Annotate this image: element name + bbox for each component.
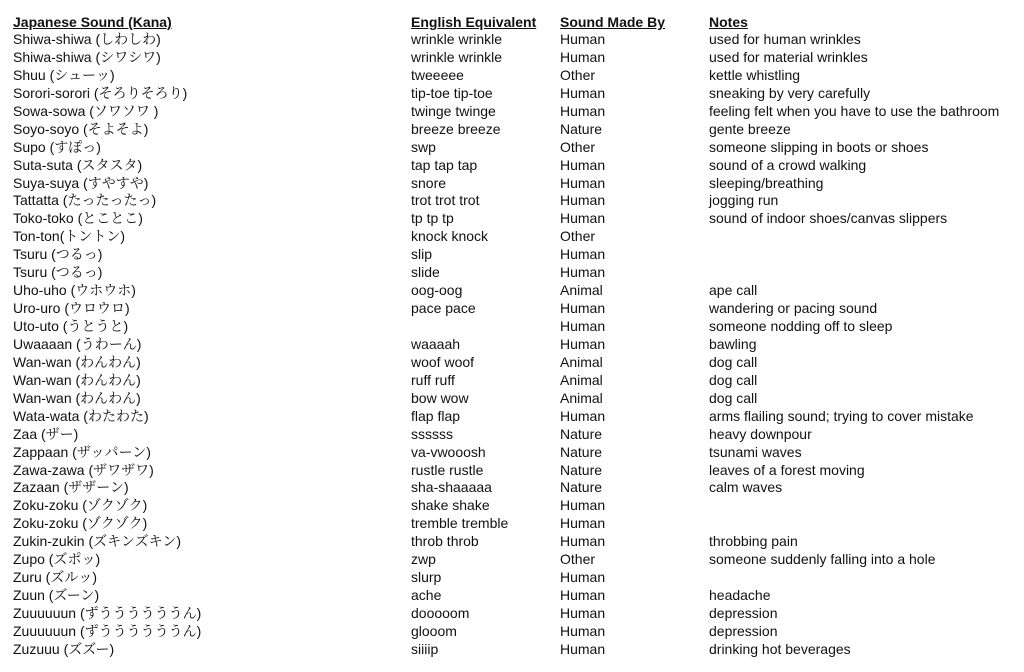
cell-english: ruff ruff [411, 371, 455, 388]
table-row [13, 31, 1018, 49]
cell-kana: Zappaan (ザッパーン) [13, 443, 151, 460]
table-row [13, 408, 1018, 426]
header-made-by [560, 14, 709, 31]
cell-english: dooooom [411, 605, 470, 621]
cell-kana: Zaa (ザー) [13, 425, 79, 442]
header-kana-label: Japanese Sound (Kana) [13, 14, 172, 30]
table-row [13, 497, 1018, 515]
cell-english: siiiip [411, 640, 439, 657]
table-row [13, 85, 1018, 103]
cell-notes: calm waves [709, 479, 783, 496]
cell-kana: Supo (すぽっ) [13, 138, 101, 155]
cell-kana: Wan-wan (わんわん) [13, 371, 141, 388]
cell-notes [709, 515, 1018, 533]
cell-english: ssssss [411, 425, 453, 442]
cell-made-by: Nature [560, 461, 603, 478]
table-row [13, 139, 1018, 157]
cell-kana: Wan-wan (わんわん) [13, 353, 141, 370]
cell-english: glooom [411, 622, 457, 639]
cell-english: tremble tremble [411, 515, 509, 532]
cell-kana: Shiwa-shiwa (しわしわ) [13, 31, 161, 47]
cell-kana: Zupo (ズポッ) [13, 551, 101, 568]
cell-notes: gente breeze [709, 120, 791, 137]
cell-kana: Soyo-soyo (そよそよ) [13, 120, 149, 137]
cell-kana: Toko-toko (とことこ) [13, 210, 143, 227]
cell-kana: Zukin-zukin (ズキンズキン) [13, 533, 182, 550]
table-row [13, 372, 1018, 390]
table-row [13, 121, 1018, 139]
cell-notes [709, 228, 1018, 246]
cell-made-by: Human [560, 533, 606, 550]
cell-english: waaaah [411, 335, 461, 352]
table-row [13, 49, 1018, 67]
table-body [13, 31, 1018, 659]
cell-kana: Ton-ton(トントン) [13, 228, 126, 245]
cell-english: breeze breeze [411, 120, 501, 137]
cell-notes: sneaking by very carefully [709, 84, 871, 101]
table-row [13, 479, 1018, 497]
cell-english: twinge twinge [411, 102, 496, 119]
cell-english: knock knock [411, 228, 489, 245]
table-row [13, 264, 1018, 282]
cell-kana: Shiwa-shiwa (シワシワ) [13, 48, 161, 65]
cell-made-by: Human [560, 102, 606, 119]
cell-notes: feeling felt when you have to use the bathroom [709, 102, 1000, 119]
cell-notes: used for human wrinkles [709, 31, 861, 47]
table-row [13, 67, 1018, 85]
cell-made-by: Nature [560, 443, 603, 460]
cell-kana: Zuzuuu (ズズー) [13, 640, 115, 657]
table-row [13, 426, 1018, 444]
cell-made-by: Human [560, 264, 606, 281]
cell-english: tip-toe tip-toe [411, 84, 493, 101]
cell-made-by: Other [560, 138, 596, 155]
cell-english: va-vwooosh [411, 443, 486, 460]
cell-kana: Shuu (シューッ) [13, 66, 115, 83]
table-row [13, 515, 1018, 533]
header-made-by-label: Sound Made By [560, 14, 666, 30]
cell-notes [709, 497, 1018, 515]
cell-kana: Suya-suya (すやすや) [13, 174, 149, 191]
cell-english: wrinkle wrinkle [411, 48, 503, 65]
cell-made-by: Human [560, 640, 606, 657]
cell-made-by: Nature [560, 120, 603, 137]
cell-notes: ape call [709, 282, 758, 299]
table-row [13, 390, 1018, 408]
cell-english: oog-oog [411, 282, 463, 299]
cell-made-by: Other [560, 66, 596, 83]
header-notes-label: Notes [709, 14, 748, 30]
table-row [13, 462, 1018, 480]
cell-kana: Wata-wata (わたわた) [13, 407, 149, 424]
cell-notes: heavy downpour [709, 425, 812, 442]
cell-made-by: Human [560, 156, 606, 173]
cell-kana: Uro-uro (ウロウロ) [13, 300, 130, 317]
cell-english [411, 318, 560, 336]
table-row [13, 300, 1018, 318]
cell-english: shake shake [411, 497, 490, 514]
table-row [13, 605, 1018, 623]
table-row [13, 641, 1018, 659]
table-row [13, 318, 1018, 336]
cell-made-by: Human [560, 335, 606, 352]
cell-notes: wandering or pacing sound [709, 300, 878, 317]
cell-kana: Zuuuuuun (ずううううううん) [13, 622, 202, 639]
cell-english: flap flap [411, 407, 461, 424]
cell-made-by: Human [560, 300, 606, 317]
cell-made-by: Animal [560, 282, 603, 299]
table-row [13, 282, 1018, 300]
cell-kana: Zuun (ズーン) [13, 587, 100, 604]
cell-notes: leaves of a forest moving [709, 461, 865, 478]
onomatopoeia-table [13, 14, 1018, 659]
cell-kana: Zazaan (ザザーン) [13, 479, 129, 496]
cell-made-by: Human [560, 31, 606, 47]
cell-kana: Suta-suta (スタスタ) [13, 156, 143, 173]
table-row [13, 354, 1018, 372]
table-row [13, 246, 1018, 264]
header-english [411, 14, 560, 31]
cell-made-by: Human [560, 605, 606, 621]
cell-made-by: Human [560, 587, 606, 604]
cell-english: slurp [411, 569, 442, 586]
table-row [13, 103, 1018, 121]
cell-kana: Zoku-zoku (ゾクゾク) [13, 515, 148, 532]
cell-notes: drinking hot beverages [709, 640, 851, 657]
cell-made-by: Human [560, 622, 606, 639]
cell-notes [709, 569, 1018, 587]
cell-english: swp [411, 138, 436, 155]
cell-made-by: Nature [560, 425, 603, 442]
cell-notes: someone nodding off to sleep [709, 318, 893, 334]
table-row [13, 336, 1018, 354]
cell-notes [709, 246, 1018, 264]
cell-made-by: Human [560, 174, 606, 191]
cell-made-by: Human [560, 84, 606, 101]
table-row [13, 210, 1018, 228]
cell-notes: depression [709, 605, 778, 621]
cell-english: zwp [411, 551, 436, 568]
cell-made-by: Human [560, 497, 606, 514]
cell-notes: dog call [709, 389, 758, 406]
cell-notes: used for material wrinkles [709, 48, 868, 65]
cell-made-by: Human [560, 48, 606, 65]
cell-kana: Wan-wan (わんわん) [13, 389, 141, 406]
cell-english: bow wow [411, 389, 469, 406]
cell-notes: someone suddenly falling into a hole [709, 551, 936, 568]
table-row [13, 157, 1018, 175]
cell-kana: Zuuuuuun (ずううううううん) [13, 605, 202, 621]
cell-english: pace pace [411, 300, 476, 317]
table-header [13, 14, 1018, 31]
cell-kana: Uho-uho (ウホウホ) [13, 282, 136, 299]
table-row [13, 551, 1018, 569]
cell-english: tap tap tap [411, 156, 478, 173]
cell-kana: Sorori-sorori (そろりそろり) [13, 84, 188, 101]
cell-made-by: Other [560, 228, 596, 245]
cell-english: trot trot trot [411, 192, 480, 209]
cell-notes: throbbing pain [709, 533, 798, 550]
cell-made-by: Human [560, 192, 606, 209]
cell-notes: dog call [709, 353, 758, 370]
cell-english: tweeeee [411, 66, 464, 83]
cell-notes: sleeping/breathing [709, 174, 824, 191]
cell-made-by: Human [560, 407, 606, 424]
cell-notes: dog call [709, 371, 758, 388]
cell-notes: sound of indoor shoes/canvas slippers [709, 210, 948, 227]
cell-made-by: Other [560, 551, 596, 568]
table-row [13, 623, 1018, 641]
cell-notes: tsunami waves [709, 443, 802, 460]
table-row [13, 533, 1018, 551]
cell-english: slip [411, 246, 433, 263]
table-row [13, 587, 1018, 605]
cell-english: rustle rustle [411, 461, 484, 478]
cell-english: woof woof [411, 353, 475, 370]
cell-english: ache [411, 587, 442, 604]
cell-notes: arms flailing sound; trying to cover mistake [709, 407, 974, 424]
cell-kana: Uto-uto (うとうと) [13, 318, 129, 334]
table-row [13, 175, 1018, 193]
cell-made-by: Human [560, 569, 606, 586]
cell-notes [709, 264, 1018, 282]
table-row [13, 569, 1018, 587]
cell-english: tp tp tp [411, 210, 454, 227]
table-row [13, 228, 1018, 246]
cell-made-by: Human [560, 515, 606, 532]
cell-notes: headache [709, 587, 771, 604]
cell-notes: jogging run [709, 192, 779, 209]
header-notes [709, 14, 1018, 31]
cell-notes: someone slipping in boots or shoes [709, 138, 929, 155]
cell-made-by: Animal [560, 389, 603, 406]
cell-english: snore [411, 174, 447, 191]
table-row [13, 444, 1018, 462]
cell-english: wrinkle wrinkle [411, 31, 503, 47]
cell-english: slide [411, 264, 440, 281]
cell-notes: kettle whistling [709, 66, 801, 83]
cell-kana: Tsuru (つるっ) [13, 264, 103, 281]
cell-notes: sound of a crowd walking [709, 156, 867, 173]
cell-english: throb throb [411, 533, 479, 550]
cell-kana: Uwaaaan (うわーん) [13, 335, 142, 352]
cell-kana: Tattatta (たったったっ) [13, 192, 157, 209]
cell-notes: depression [709, 622, 778, 639]
cell-made-by: Human [560, 246, 606, 263]
cell-made-by: Animal [560, 371, 603, 388]
cell-kana: Zuru (ズルッ) [13, 569, 97, 586]
cell-kana: Zoku-zoku (ゾクゾク) [13, 497, 148, 514]
cell-made-by: Nature [560, 479, 603, 496]
header-english-label: English Equivalent [411, 14, 537, 30]
cell-kana: Tsuru (つるっ) [13, 246, 103, 263]
cell-english: sha-shaaaaa [411, 479, 492, 496]
cell-kana: Sowa-sowa (ソワソワ ) [13, 102, 159, 119]
header-kana [13, 14, 411, 31]
cell-made-by: Human [560, 210, 606, 227]
cell-notes: bawling [709, 335, 757, 352]
cell-kana: Zawa-zawa (ザワザワ) [13, 461, 154, 478]
cell-made-by: Human [560, 318, 606, 334]
table-row [13, 192, 1018, 210]
cell-made-by: Animal [560, 353, 603, 370]
